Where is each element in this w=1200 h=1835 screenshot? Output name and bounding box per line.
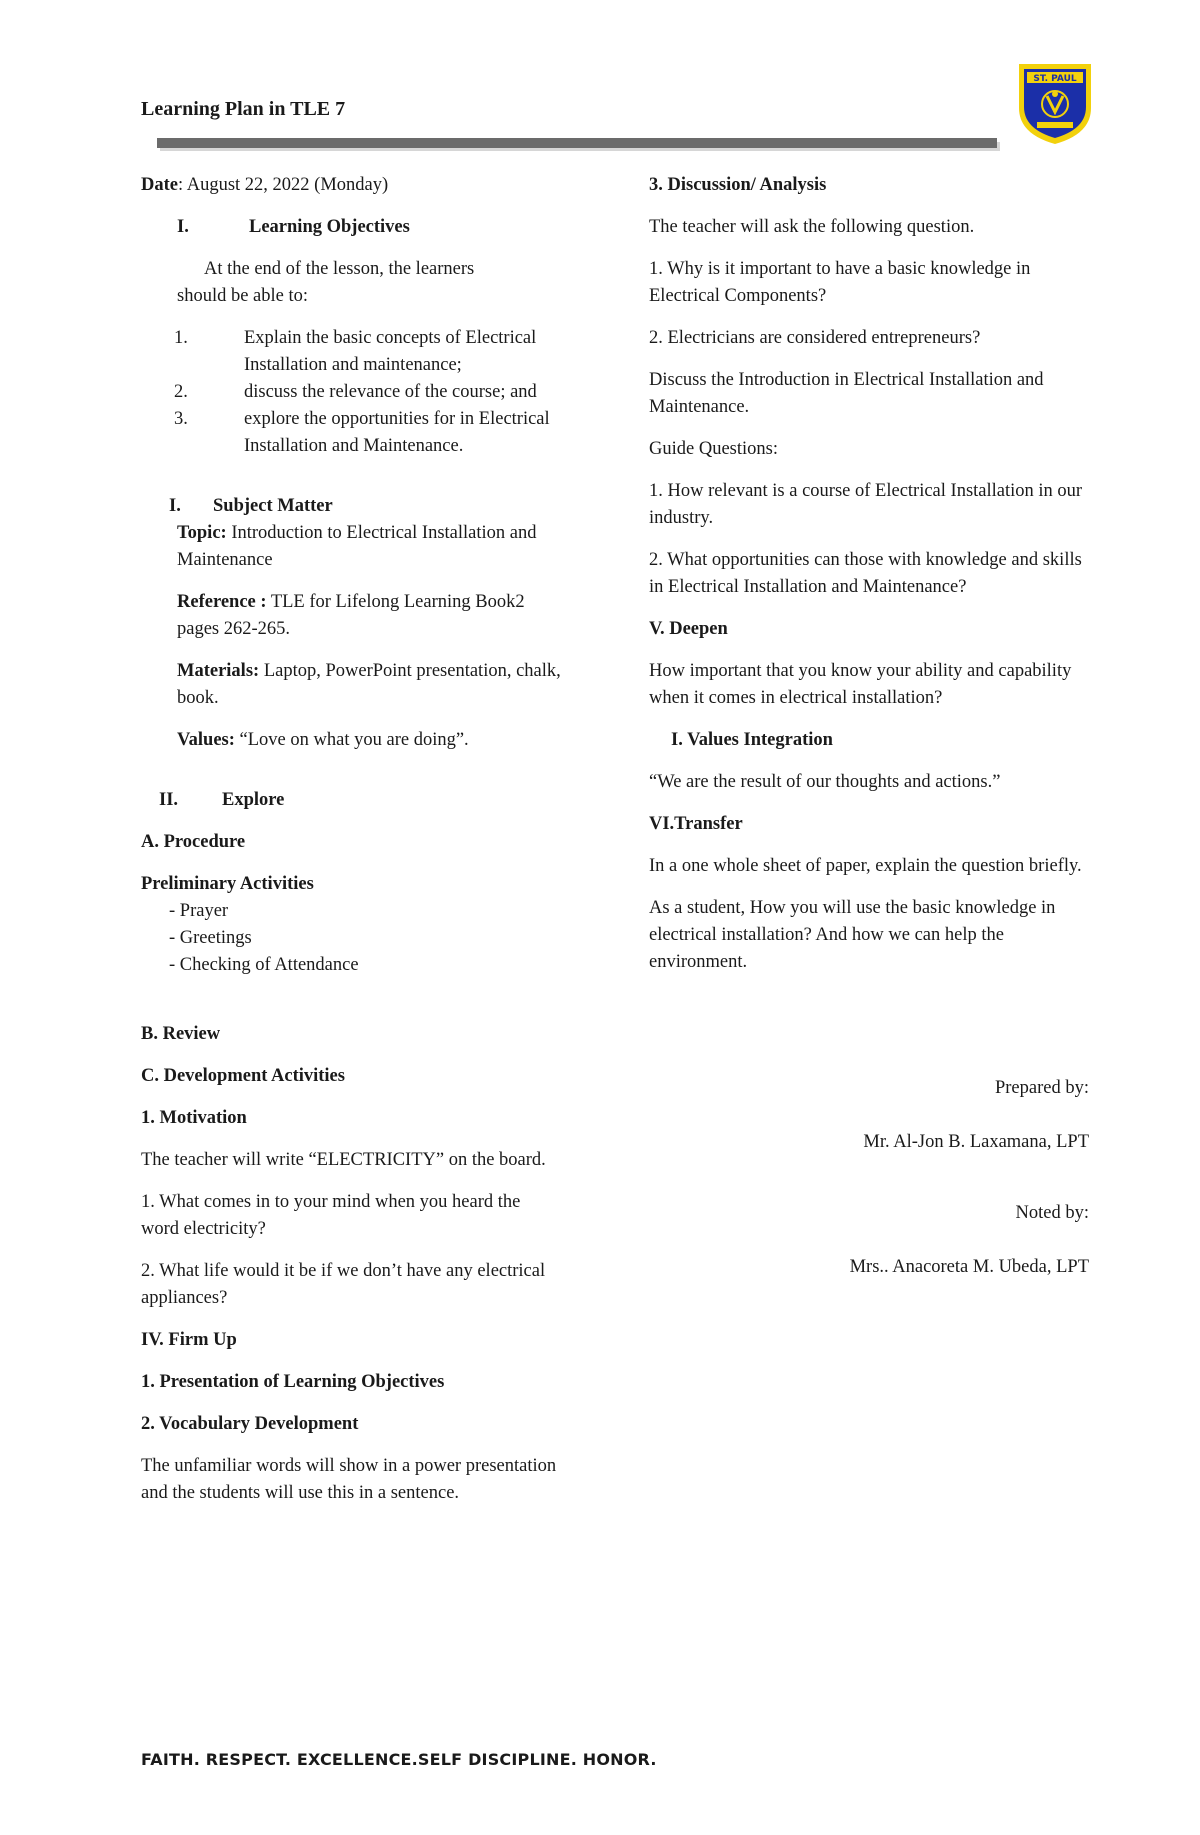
- noted-by-label: Noted by:: [1015, 1203, 1089, 1223]
- motivation-text: The teacher will write “ELECTRICITY” on the board.: [141, 1150, 546, 1170]
- guide-question-2: 2. What opportunities can those with knowledge and skills in Electrical Installation and Maintenance?: [649, 550, 1082, 597]
- prepared-by-label: Prepared by:: [994, 1078, 1089, 1098]
- list-item: - Prayer: [169, 901, 229, 921]
- objectives-intro-line2: should be able to:: [177, 286, 309, 306]
- list-number: 3.: [174, 409, 188, 429]
- firm-up-heading: IV. Firm Up: [141, 1330, 237, 1350]
- list-item: [141, 379, 561, 406]
- vocabulary-heading: 2. Vocabulary Development: [141, 1414, 359, 1434]
- document-title: Learning Plan in TLE 7: [141, 98, 346, 120]
- materials: [177, 658, 561, 712]
- school-seal-logo: [1013, 56, 1097, 146]
- explore-numeral: II.: [159, 790, 179, 810]
- values-value: “Love on what you are doing”.: [234, 730, 469, 750]
- reference: [177, 589, 561, 643]
- values-quote: “We are the result of our thoughts and actions.”: [649, 772, 1001, 792]
- lesson-date: [141, 172, 561, 199]
- topic: [177, 520, 561, 574]
- deepen-heading: V. Deepen: [649, 619, 728, 639]
- development-heading: C. Development Activities: [141, 1066, 345, 1086]
- explore-heading: [141, 787, 561, 814]
- discussion-text: Discuss the Introduction in Electrical Installation and Maintenance.: [649, 370, 1044, 417]
- vocabulary-text: The unfamiliar words will show in a power presentation and the students will use this in a sentence.: [141, 1456, 557, 1503]
- date-label: Date: [141, 175, 178, 195]
- objectives-numeral: I.: [177, 217, 189, 237]
- list-item: [141, 325, 561, 379]
- guide-questions-label: Guide Questions:: [649, 439, 778, 459]
- discussion-heading: 3. Discussion/ Analysis: [649, 175, 827, 195]
- logo-lettering: ST. PAUL: [1033, 74, 1077, 84]
- list-number: 1.: [174, 328, 188, 348]
- left-column: [141, 172, 561, 1522]
- objectives-list: [141, 325, 561, 460]
- subject-matter-heading: [141, 493, 561, 520]
- discussion-question-1: 1. Why is it important to have a basic knowledge in Electrical Components?: [649, 259, 1031, 306]
- materials-label: Materials:: [177, 661, 260, 681]
- presentation-heading: 1. Presentation of Learning Objectives: [141, 1372, 445, 1392]
- reference-label: Reference :: [177, 592, 267, 612]
- transfer-text: In a one whole sheet of paper, explain the question briefly.: [649, 856, 1082, 876]
- subject-title: Subject Matter: [213, 496, 333, 516]
- values-label: Values:: [177, 730, 235, 750]
- transfer-question: As a student, How you will use the basic knowledge in electrical installation? And how we can help the environment.: [649, 898, 1056, 972]
- noted-by-name: Mrs.. Anacoreta M. Ubeda, LPT: [849, 1257, 1089, 1277]
- list-number: 2.: [174, 382, 188, 402]
- reference-value: TLE for Lifelong Learning Book2 pages 262-265.: [177, 592, 525, 639]
- school-seal-icon: [1013, 56, 1097, 146]
- school-motto-footer: FAITH. RESPECT. EXCELLENCE.SELF DISCIPLINE. HONOR.: [141, 1750, 657, 1769]
- list-text: Explain the basic concepts of Electrical Installation and maintenance;: [244, 328, 537, 375]
- preliminary-heading: Preliminary Activities: [141, 874, 314, 894]
- objectives-intro-line1: At the end of the lesson, the learners: [204, 259, 475, 279]
- date-value: : August 22, 2022 (Monday): [177, 175, 389, 195]
- header-rule: [157, 138, 997, 148]
- objectives-heading: [141, 214, 561, 241]
- list-item: [141, 406, 561, 460]
- discussion-intro: The teacher will ask the following question.: [649, 217, 975, 237]
- subject-numeral: I.: [169, 496, 181, 516]
- right-column: [649, 172, 1089, 1296]
- motivation-question-2: 2. What life would it be if we don’t have any electrical appliances?: [141, 1261, 546, 1308]
- preliminary-activities: [141, 898, 561, 979]
- materials-value: Laptop, PowerPoint presentation, chalk, book.: [177, 661, 561, 708]
- list-text: discuss the relevance of the course; and: [244, 382, 537, 402]
- procedure-heading: A. Procedure: [141, 832, 246, 852]
- objectives-intro: [141, 256, 561, 310]
- list-item: - Checking of Attendance: [169, 955, 359, 975]
- objectives-title: Learning Objectives: [249, 217, 410, 237]
- list-text: explore the opportunities for in Electrical Installation and Maintenance.: [244, 409, 550, 456]
- motivation-question-1: 1. What comes in to your mind when you heard the word electricity?: [141, 1192, 521, 1239]
- topic-label: Topic:: [177, 523, 227, 543]
- explore-title: Explore: [222, 790, 285, 810]
- motivation-heading: 1. Motivation: [141, 1108, 247, 1128]
- deepen-text: How important that you know your ability and capability when it comes in electrical installation?: [649, 661, 1072, 708]
- list-item: - Greetings: [169, 928, 252, 948]
- subject-matter-body: [141, 520, 561, 754]
- values: [177, 727, 561, 754]
- prepared-by-name: Mr. Al-Jon B. Laxamana, LPT: [863, 1132, 1089, 1152]
- topic-value: Introduction to Electrical Installation and Maintenance: [177, 523, 537, 570]
- values-integration-heading: I. Values Integration: [671, 730, 833, 750]
- review-heading: B. Review: [141, 1024, 221, 1044]
- discussion-question-2: 2. Electricians are considered entrepreneurs?: [649, 328, 981, 348]
- transfer-heading: VI.Transfer: [649, 814, 743, 834]
- guide-question-1: 1. How relevant is a course of Electrical Installation in our industry.: [649, 481, 1083, 528]
